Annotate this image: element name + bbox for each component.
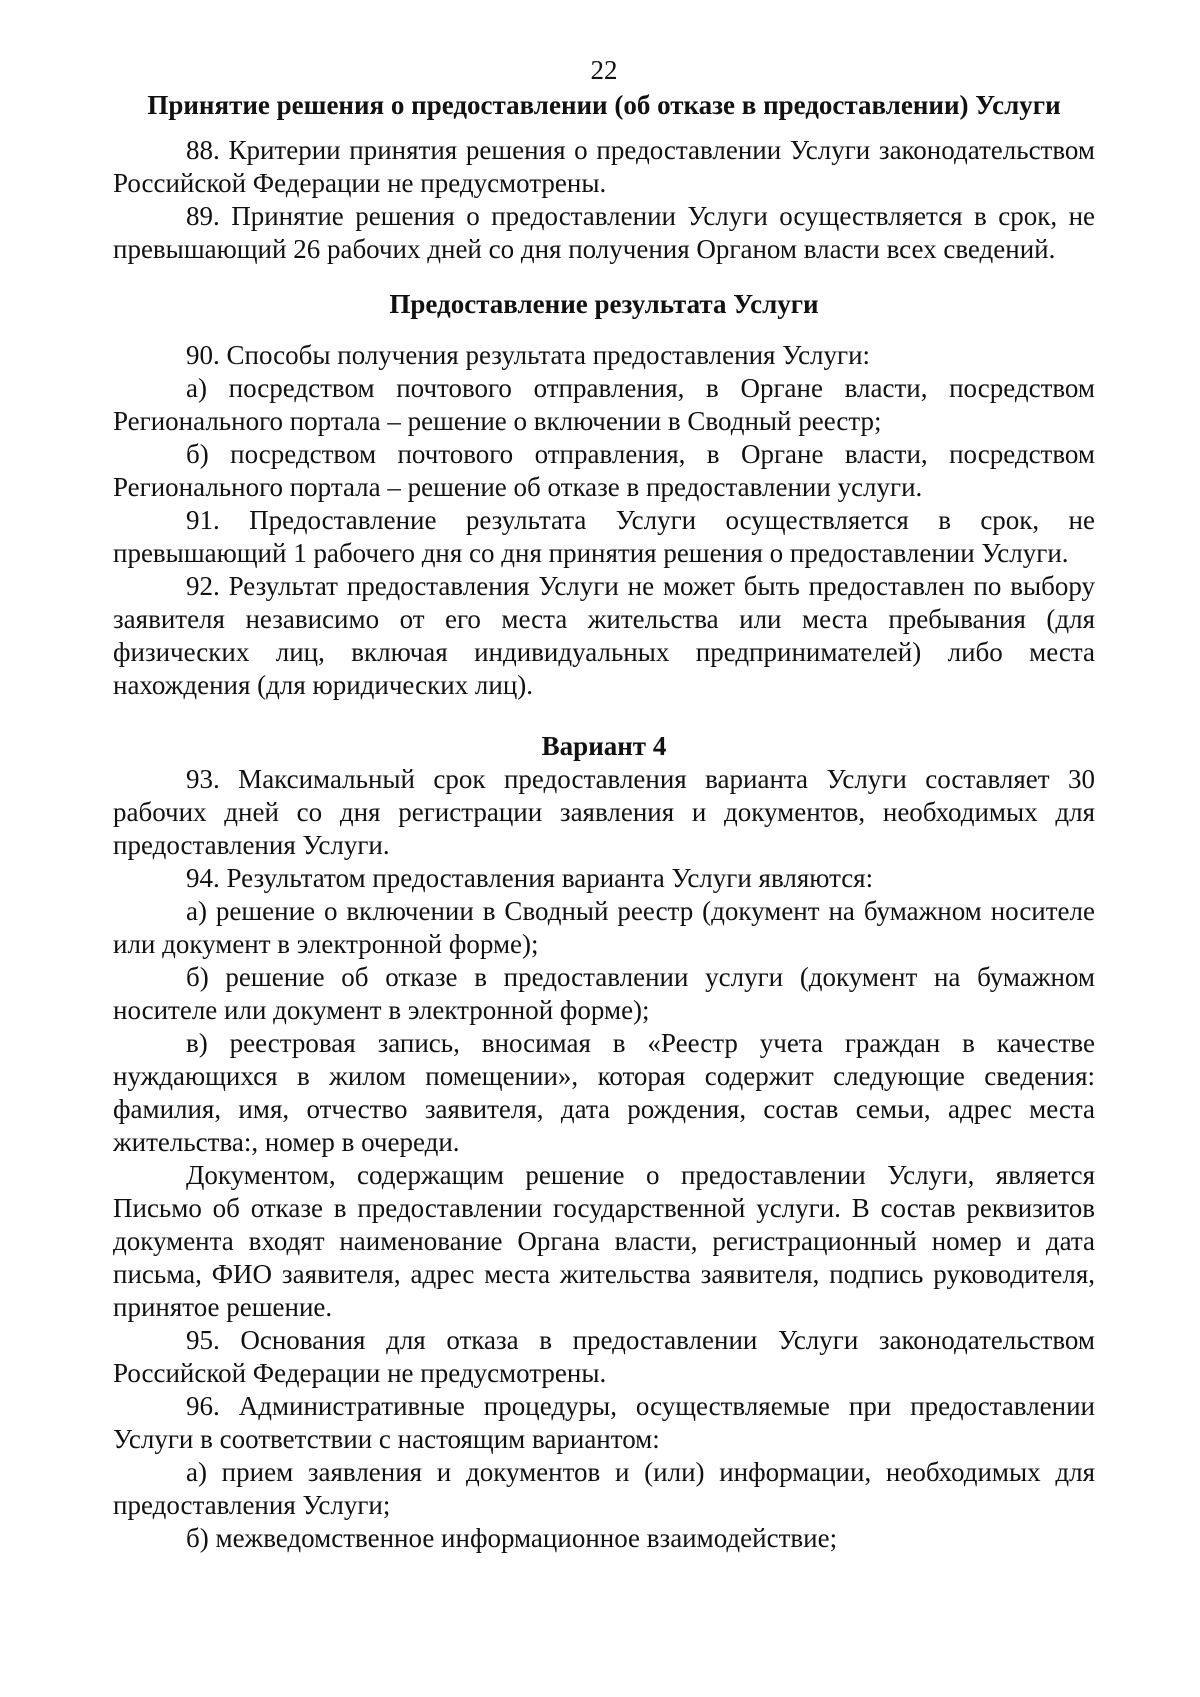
paragraph-96-a: а) прием заявления и документов и (или) информации, необходимых для предоставления Услуги; [113, 1457, 1095, 1520]
section-heading-result: Предоставление результата Услуги [389, 289, 819, 319]
paragraph-94-a: а) решение о включении в Сводный реестр (документ на бумажном носителе или документ в электронной форме); [113, 896, 1095, 959]
page-number: 22 [590, 55, 618, 85]
paragraph-96: 96. Административные процедуры, осуществляемые при предоставлении Услуги в соответствии с настоящим вариантом: [113, 1391, 1095, 1454]
paragraph-94-b: б) решение об отказе в предоставлении услуги (документ на бумажном носителе или документ в электронной форме); [113, 962, 1095, 1025]
paragraph-92: 92. Результат предоставления Услуги не может быть предоставлен по выбору заявителя независимо от его места жительства или места пребывания (для физических лиц, включая индивидуальных предпринимателей) либо места нахождения (для юридических лиц). [113, 571, 1095, 700]
paragraph-90-a: а) посредством почтового отправления, в Органе власти, посредством Регионального портала – решение о включении в Сводный реестр; [113, 373, 1095, 436]
paragraph-96-b: б) межведомственное информационное взаимодействие; [186, 1523, 838, 1553]
paragraph-94-v: в) реестровая запись, вносимая в «Реестр учета граждан в качестве нуждающихся в жилом помещении», которая содержит следующие сведения: фамилия, имя, отчество заявителя, дата рождения, состав семьи, адрес места жительства:, номер в очереди. [113, 1028, 1095, 1157]
paragraph-88: 88. Критерии принятия решения о предоставлении Услуги законодательством Российской Федерации не предусмотрены. [113, 135, 1095, 198]
section-heading-decision: Принятие решения о предоставлении (об отказе в предоставлении) Услуги [147, 90, 1061, 120]
paragraph-90: 90. Способы получения результата предоставления Услуги: [186, 340, 871, 370]
paragraph-decision-document: Документом, содержащим решение о предоставлении Услуги, является Письмо об отказе в предоставлении государственной услуги. В состав реквизитов документа входят наименование Органа власти, регистрационный номер и дата письма, ФИО заявителя, адрес места жительства заявителя, подпись руководителя, принятое решение. [113, 1160, 1095, 1322]
paragraph-94: 94. Результатом предоставления варианта Услуги являются: [186, 863, 874, 893]
paragraph-89: 89. Принятие решения о предоставлении Услуги осуществляется в срок, не превышающий 26 рабочих дней со дня получения Органом власти всех сведений. [113, 201, 1095, 264]
paragraph-95: 95. Основания для отказа в предоставлении Услуги законодательством Российской Федерации не предусмотрены. [113, 1325, 1095, 1388]
section-heading-variant-4: Вариант 4 [541, 731, 667, 761]
paragraph-93: 93. Максимальный срок предоставления варианта Услуги составляет 30 рабочих дней со дня регистрации заявления и документов, необходимых для предоставления Услуги. [113, 764, 1095, 860]
paragraph-91: 91. Предоставление результата Услуги осуществляется в срок, не превышающий 1 рабочего дня со дня принятия решения о предоставлении Услуги. [113, 505, 1095, 568]
paragraph-90-b: б) посредством почтового отправления, в Органе власти, посредством Регионального портала – решение об отказе в предоставлении услуги. [113, 439, 1095, 502]
